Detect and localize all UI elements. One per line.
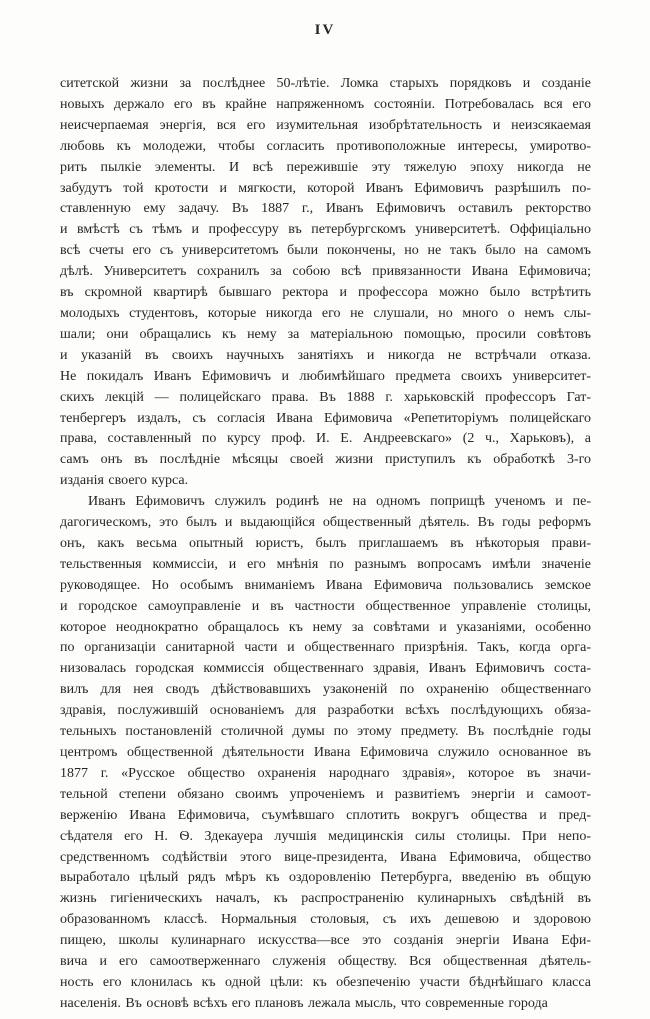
text-line: изданія своего курса.	[60, 473, 189, 489]
text-line: любовь къ молодежи, чтобы согласить противоположные интересы, умиротво-	[60, 138, 591, 154]
text-line: выработало цѣлый рядъ мѣръ къ оздоровленію Петербурга, введенію въ общую	[60, 870, 591, 886]
text-line: ставленную ему задачу. Въ 1887 г., Иванъ Ефимовичъ оставилъ ректорство	[60, 201, 591, 217]
text-line: и городское самоуправленіе и въ частности общественное управленіе столицы,	[60, 598, 591, 614]
text-line: всѣ счеты его съ университетомъ были покончены, но не такъ было на самомъ	[60, 243, 591, 259]
text-line: права, составленный по курсу проф. И. Е. Андреевскаго» (2 ч., Харьковъ), а	[60, 431, 591, 447]
text-line: жизнь гигіеническихъ началъ, къ распространенію кулинарныхъ свѣдѣній въ	[60, 891, 591, 907]
page-number: IV	[314, 22, 336, 38]
text-line: тельныхъ постановленій столичной думы по этому предмету. Въ послѣдніе годы	[60, 724, 591, 740]
text-line: неисчерпаемая энергія, вся его изумительная изобрѣтательность и неизсякаемая	[60, 117, 591, 133]
text-line: въ скромной квартирѣ бывшаго ректора и профессора можно было встрѣтить	[60, 285, 591, 301]
text-line: ситетской жизни за послѣднее 50-лѣтіе. Ломка старыхъ порядковъ и созданіе	[60, 76, 591, 91]
text-line: молодыхъ студентовъ, которые никогда его не слушали, но много о немъ слы-	[60, 305, 591, 321]
text-line: по организаціи санитарной части и общественнаго призрѣнія. Такъ, когда орга-	[60, 640, 591, 656]
text-line: руководящее. Но особымъ вниманіемъ Ивана Ефимовича пользовались земское	[60, 577, 591, 593]
text-line: шали; они обращались къ нему за матеріальною помощью, просили совѣтовъ	[60, 326, 591, 342]
text-line: сѣдателя его Н. Ѳ. Здекауера лучшія медицинскія силы столицы. При непо-	[60, 828, 591, 844]
text-line: тельной степени обязано своимъ упроченіемъ и развитіемъ энергіи и самоот-	[60, 786, 591, 802]
text-line: вилъ для нея сводъ дѣйствовавшихъ узаконеній по охраненію общественнаго	[60, 682, 591, 698]
text-line: рить пылкіе элементы. И всѣ пережившіе эту тяжелую эпоху никогда не	[60, 159, 591, 175]
text-line: вича и его самоотверженнаго служенія обществу. Вся общественная дѣятель-	[60, 954, 591, 970]
text-line: дагогическомъ, это былъ и выдающійся общественный дѣятель. Въ годы реформъ	[60, 515, 591, 531]
text-line: и указаній въ своихъ научныхъ занятіяхъ и никогда не встрѣчали отказа.	[60, 347, 591, 363]
text-line: новыхъ держало его въ крайне напряженномъ состояніи. Потребовалась вся его	[60, 96, 591, 112]
text-line: забудутъ той кротости и мягкости, которой Иванъ Ефимовичъ разрѣшилъ по-	[60, 180, 591, 196]
text-line: самъ онъ въ послѣдніе мѣсяцы своей жизни приступилъ къ обработкѣ 3-го	[60, 452, 591, 468]
text-line: ность его клонилась къ одной цѣли: къ обезпеченію участи бѣднѣйшаго класса	[60, 974, 591, 990]
text-line: верженію Ивана Ефимовича, съумѣвшаго сплотить вокругъ общества и пред-	[60, 807, 591, 823]
text-line: которое неоднократно обращалось къ нему за совѣтами и указаніями, особенно	[60, 619, 591, 635]
text-line: низовалась городская коммиссія общественнаго здравія, Иванъ Ефимовичъ соста-	[60, 661, 591, 677]
text-line: Не покидалъ Иванъ Ефимовичъ и любимѣйшаго предмета своихъ университет-	[60, 368, 591, 384]
text-line: дѣлѣ. Университетъ сохранилъ за собою всѣ привязанности Ивана Ефимовича;	[60, 264, 591, 280]
text-line: и вмѣстѣ съ тѣмъ и профессуру въ петербургскомъ университетѣ. Оффиціально	[60, 222, 591, 238]
text-line: пищею, школы кулинарнаго искусства—все это созданія энергіи Ивана Ефи-	[60, 933, 591, 949]
text-line: средственномъ содѣйствіи этого вице-президента, Ивана Ефимовича, общество	[60, 849, 591, 865]
text-line: онъ, какъ весьма опытный юристъ, былъ приглашаемъ въ нѣкоторыя прави-	[60, 535, 591, 551]
text-line: тенбергеръ издалъ, съ согласія Ивана Ефимовича «Репетиторіумъ полицейскаго	[60, 410, 591, 426]
text-line: населенія. Въ основѣ всѣхъ его плановъ лежала мысль, что современные города	[60, 995, 548, 1011]
text-line: 1877 г. «Русское общество охраненія народнаго здравія», которое въ значи-	[60, 765, 591, 781]
text-line: здравія, послужившій основаніемъ для разработки всѣхъ послѣдующихъ обяза-	[60, 703, 591, 719]
text-line: тельственныя коммиссіи, и его мнѣнія по разнымъ вопросамъ имѣли значеніе	[60, 556, 591, 572]
text-line: скихъ лекцій — полицейскаго права. Въ 1888 г. харьковскій профессоръ Гат-	[60, 389, 591, 405]
text-line: Иванъ Ефимовичъ служилъ родинѣ не на одномъ поприщѣ ученомъ и пе-	[88, 494, 591, 510]
text-line: центромъ общественной дѣятельности Ивана Ефимовича служило основанное въ	[60, 745, 591, 760]
text-line: образованномъ классѣ. Нормальныя столовыя, съ ихъ дешевою и здоровою	[60, 912, 591, 928]
text-block	[60, 74, 591, 1015]
